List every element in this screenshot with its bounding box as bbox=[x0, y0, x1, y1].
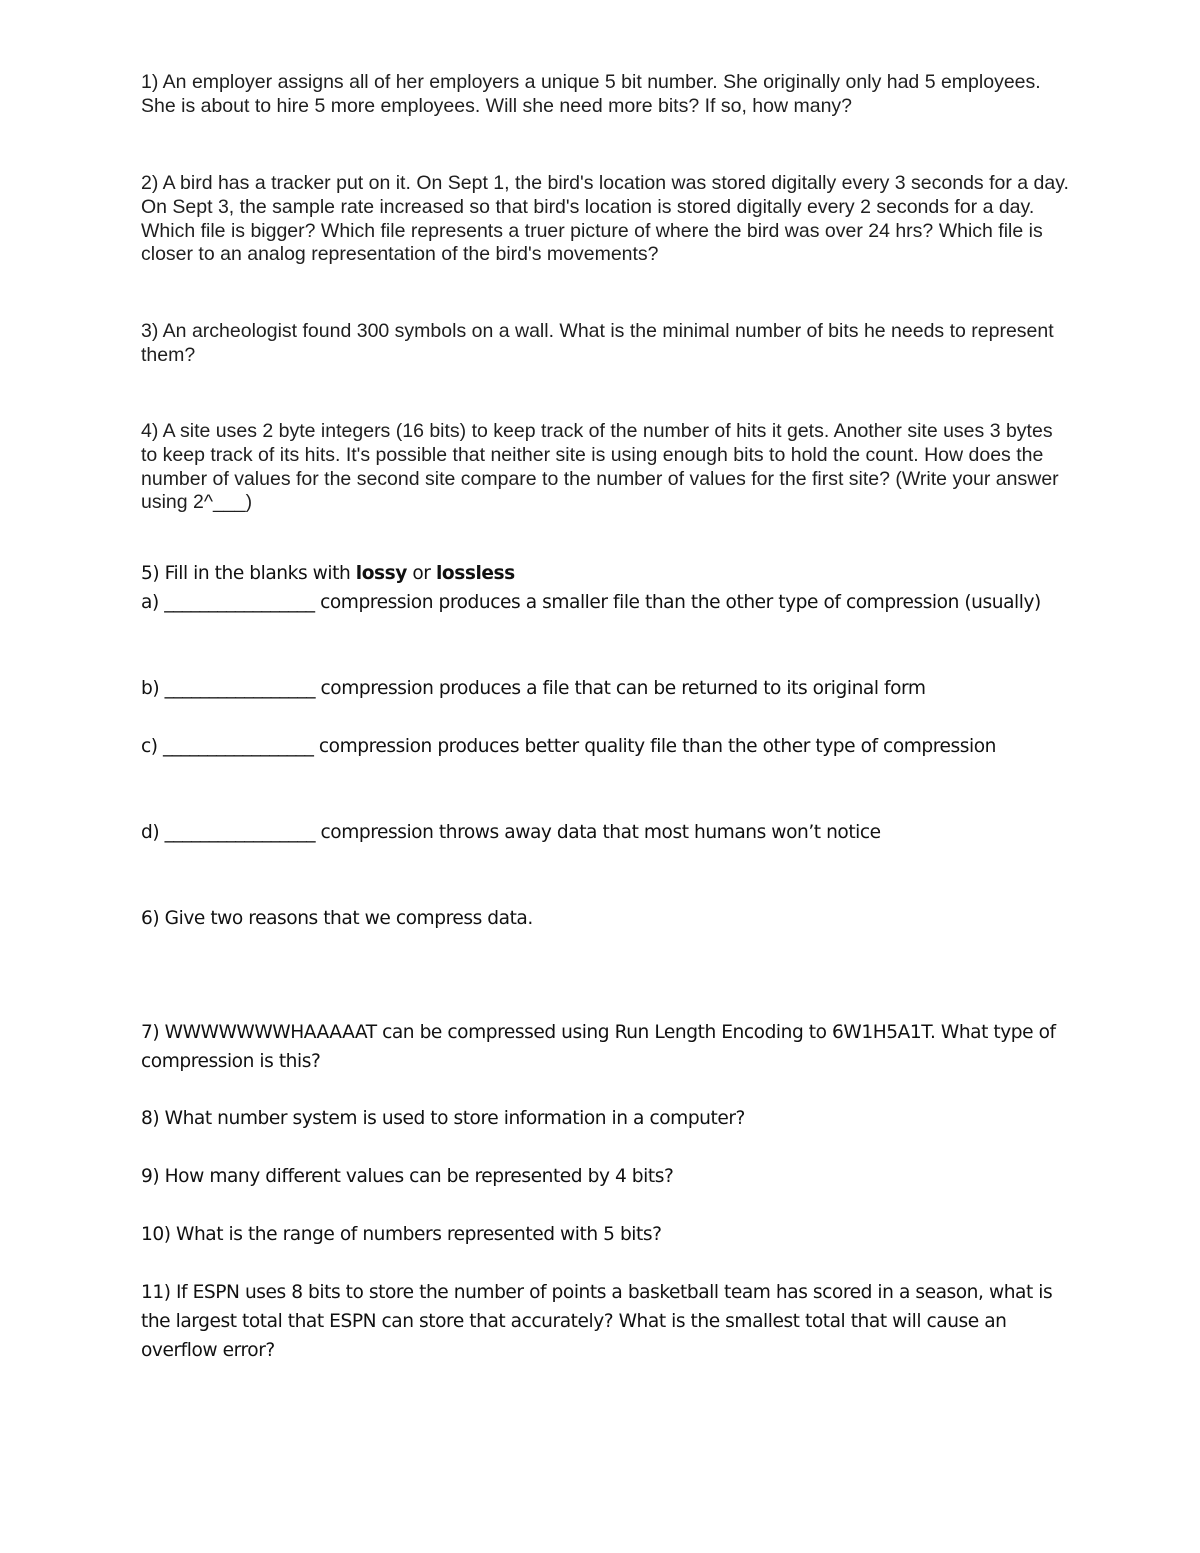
question-7: 7) WWWWWWWHAAAAAT can be compressed using Run Length Encoding to 6W1H5A1T. What type of compression is this? bbox=[141, 1022, 1056, 1072]
answer-blank-c[interactable]: _________________ bbox=[163, 736, 314, 757]
question-5-middle: or bbox=[406, 563, 436, 584]
item-label-a: a) bbox=[141, 592, 159, 613]
question-2: 2) A bird has a tracker put on it. On Sept 1, the bird's location was stored digitally every 3 seconds for a day. On Sept 3, the sample rate increased so that bird's location is stored digitally every 2 seconds for a day. Which file is bigger? Which file represents a truer picture of where the bird was over 24 hrs? Which file is closer to an analog representation of the bird's movements? bbox=[141, 172, 1069, 266]
question-9: 9) How many different values can be represented by 4 bits? bbox=[141, 1166, 674, 1187]
question-1: 1) An employer assigns all of her employers a unique 5 bit number. She originally only had 5 employees. She is about to hire 5 more employees. Will she need more bits? If so, how many? bbox=[141, 71, 1041, 117]
question-4: 4) A site uses 2 byte integers (16 bits) to keep track of the number of hits it gets. Another site uses 3 bytes to keep track of its hits. It's possible that neither site is using enough bits to hold the count. How does the number of values for the second site compare to the number of values for the first site? (Write your answer using 2^___) bbox=[141, 420, 1059, 514]
item-text-b: compression produces a file that can be returned to its original form bbox=[315, 678, 926, 699]
question-3: 3) An archeologist found 300 symbols on a wall. What is the minimal number of bits he needs to represent them? bbox=[141, 320, 1054, 366]
term-lossy: lossy bbox=[355, 563, 407, 584]
question-8: 8) What number system is used to store information in a computer? bbox=[141, 1108, 745, 1129]
question-5d bbox=[141, 818, 1071, 847]
answer-blank-a[interactable]: _________________ bbox=[164, 592, 315, 613]
item-label-b: b) bbox=[141, 678, 160, 699]
question-6: 6) Give two reasons that we compress data. bbox=[141, 908, 533, 929]
item-label-d: d) bbox=[141, 822, 160, 843]
question-5c bbox=[141, 732, 1071, 761]
question-10: 10) What is the range of numbers represented with 5 bits? bbox=[141, 1224, 662, 1245]
question-5-heading bbox=[141, 559, 1071, 588]
question-5-prefix: 5) Fill in the blanks with bbox=[141, 563, 356, 584]
answer-blank-d[interactable]: _________________ bbox=[164, 822, 316, 843]
question-5a bbox=[141, 588, 1071, 617]
item-text-a: compression produces a smaller file than the other type of compression (usually) bbox=[320, 592, 1041, 613]
item-text-d: compression throws away data that most humans won’t notice bbox=[315, 822, 881, 843]
answer-blank-b[interactable]: _________________ bbox=[164, 678, 316, 699]
item-text-c: compression produces better quality file than the other type of compression bbox=[313, 736, 996, 757]
question-5b bbox=[141, 674, 1071, 703]
item-label-c: c) bbox=[141, 736, 158, 757]
term-lossless: lossless bbox=[435, 563, 515, 584]
question-11: 11) If ESPN uses 8 bits to store the number of points a basketball team has scored in a season, what is the largest total that ESPN can store that accurately? What is the smallest total that will cause an overflow error? bbox=[141, 1282, 1053, 1361]
